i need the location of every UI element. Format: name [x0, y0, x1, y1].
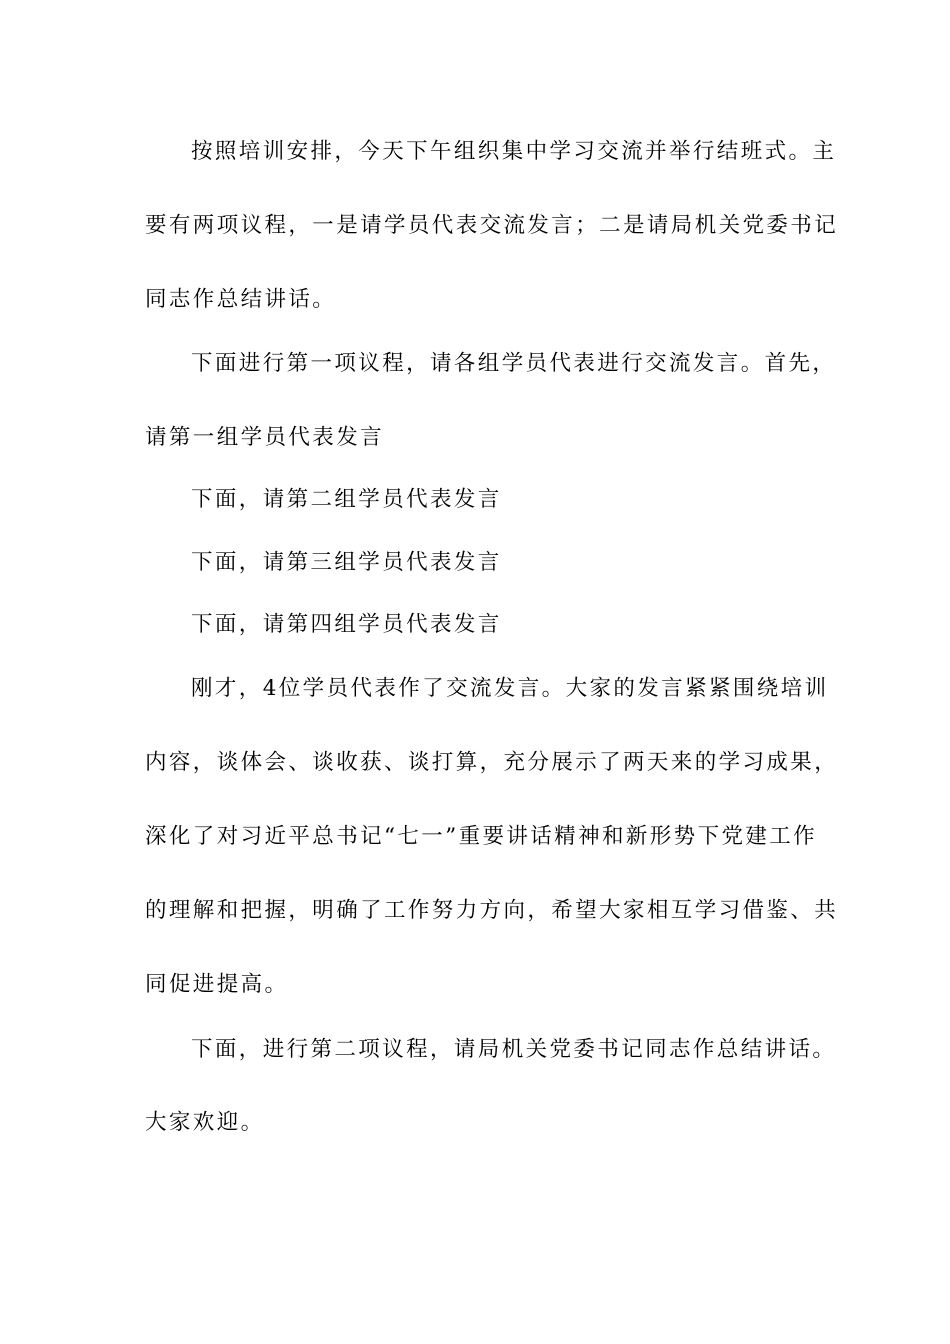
- paragraph-7-line-2: 大家欢迎。: [145, 1110, 265, 1135]
- paragraph-1-line-2: 要有两项议程，一是请学员代表交流发言；二是请局机关党委书记: [145, 213, 839, 238]
- paragraph-4: 下面，请第三组学员代表发言: [191, 550, 502, 575]
- paragraph-6-line-2: 内容，谈体会、谈收获、谈打算，充分展示了两天来的学习成果，: [145, 750, 839, 775]
- paragraph-2-line-2: 请第一组学员代表发言: [145, 425, 385, 450]
- paragraph-5: 下面，请第四组学员代表发言: [191, 612, 502, 637]
- paragraph-7-line-1: 下面，进行第二项议程，请局机关党委书记同志作总结讲话。: [191, 1037, 837, 1062]
- paragraph-6-line-1: 刚才，4位学员代表作了交流发言。大家的发言紧紧围绕培训: [191, 676, 829, 701]
- paragraph-6-line-5: 同促进提高。: [145, 972, 289, 997]
- paragraph-1-line-1: 按照培训安排，今天下午组织集中学习交流并举行结班式。主: [191, 139, 837, 164]
- paragraph-6-line-4: 的理解和把握，明确了工作努力方向，希望大家相互学习借鉴、共: [145, 898, 839, 923]
- paragraph-3: 下面，请第二组学员代表发言: [191, 487, 502, 512]
- paragraph-1-line-3: 同志作总结讲话。: [145, 287, 337, 312]
- paragraph-2-line-1: 下面进行第一项议程，请各组学员代表进行交流发言。首先，: [191, 351, 837, 376]
- paragraph-6-line-3: 深化了对习近平总书记“七一”重要讲话精神和新形势下党建工作: [145, 824, 818, 849]
